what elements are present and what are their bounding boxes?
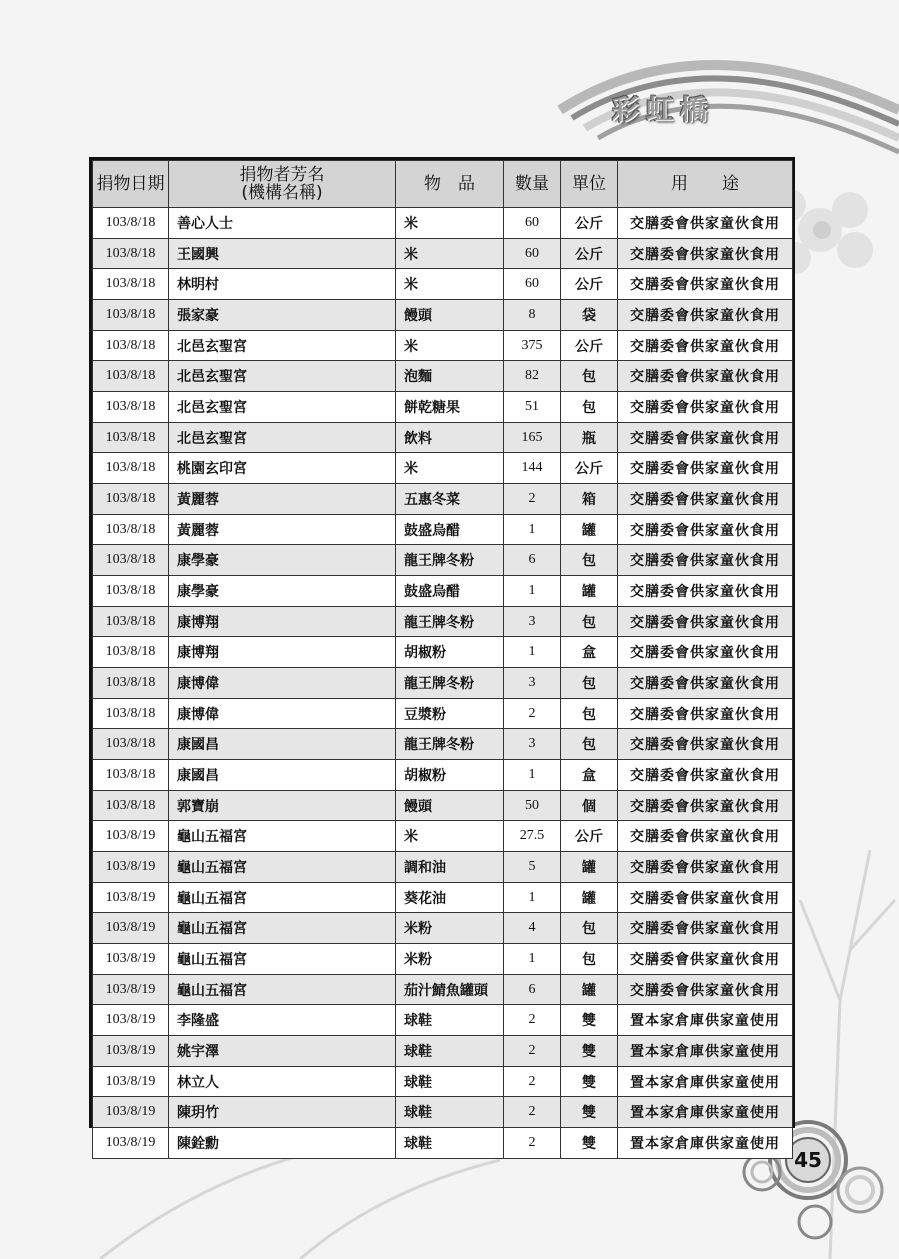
cell-qty: 2 [504, 1005, 561, 1036]
cell-donor: 林明村 [169, 269, 396, 300]
cell-item: 米 [396, 269, 504, 300]
cell-use: 交膳委會供家童伙食用 [618, 606, 793, 637]
cell-donor: 黃麗蓉 [169, 514, 396, 545]
cell-qty: 82 [504, 361, 561, 392]
cell-qty: 3 [504, 729, 561, 760]
cell-item: 調和油 [396, 852, 504, 883]
cell-qty: 1 [504, 576, 561, 607]
table-row [93, 1097, 793, 1128]
cell-qty: 8 [504, 300, 561, 331]
cell-item: 球鞋 [396, 1036, 504, 1067]
header-donor-line1: 捐物者芳名 [239, 165, 325, 185]
cell-date: 103/8/18 [93, 790, 169, 821]
cell-item: 米 [396, 208, 504, 239]
cell-donor: 北邑玄聖宮 [169, 361, 396, 392]
cell-item: 米粉 [396, 944, 504, 975]
cell-item: 米 [396, 238, 504, 269]
cell-item: 米 [396, 453, 504, 484]
cell-qty: 1 [504, 944, 561, 975]
table-row [93, 514, 793, 545]
cell-item: 龍王牌冬粉 [396, 606, 504, 637]
table-row [93, 913, 793, 944]
cell-donor: 北邑玄聖宮 [169, 422, 396, 453]
table-row [93, 606, 793, 637]
table-header-row [93, 161, 793, 208]
cell-donor: 林立人 [169, 1066, 396, 1097]
cell-item: 球鞋 [396, 1066, 504, 1097]
cell-unit: 包 [561, 729, 618, 760]
table-row [93, 790, 793, 821]
section-title: 彩虹橋 [612, 95, 714, 126]
cell-date: 103/8/18 [93, 668, 169, 699]
cell-unit: 罐 [561, 882, 618, 913]
table-row [93, 484, 793, 515]
header-qty: 數量 [504, 161, 561, 208]
cell-unit: 箱 [561, 484, 618, 515]
cell-date: 103/8/18 [93, 606, 169, 637]
cell-unit: 袋 [561, 300, 618, 331]
cell-unit: 雙 [561, 1066, 618, 1097]
cell-donor: 龜山五福宮 [169, 944, 396, 975]
table-row [93, 974, 793, 1005]
cell-date: 103/8/19 [93, 821, 169, 852]
cell-item: 饅頭 [396, 300, 504, 331]
cell-use: 交膳委會供家童伙食用 [618, 238, 793, 269]
cell-use: 交膳委會供家童伙食用 [618, 668, 793, 699]
cell-donor: 康國昌 [169, 760, 396, 791]
cell-item: 泡麵 [396, 361, 504, 392]
cell-qty: 1 [504, 514, 561, 545]
cell-qty: 6 [504, 545, 561, 576]
cell-use: 置本家倉庫供家童使用 [618, 1066, 793, 1097]
cell-item: 米 [396, 821, 504, 852]
cell-donor: 陳銓勳 [169, 1128, 396, 1159]
cell-donor: 北邑玄聖宮 [169, 392, 396, 423]
cell-item: 龍王牌冬粉 [396, 729, 504, 760]
table-body [93, 208, 793, 1159]
cell-use: 交膳委會供家童伙食用 [618, 300, 793, 331]
cell-donor: 黃麗蓉 [169, 484, 396, 515]
table-row [93, 1005, 793, 1036]
cell-date: 103/8/18 [93, 760, 169, 791]
table-row [93, 698, 793, 729]
cell-item: 球鞋 [396, 1005, 504, 1036]
cell-qty: 51 [504, 392, 561, 423]
cell-item: 鼓盛烏醋 [396, 514, 504, 545]
cell-donor: 郭寶崩 [169, 790, 396, 821]
cell-use: 交膳委會供家童伙食用 [618, 729, 793, 760]
table-row [93, 1066, 793, 1097]
cell-item: 豆漿粉 [396, 698, 504, 729]
cell-donor: 善心人士 [169, 208, 396, 239]
cell-item: 龍王牌冬粉 [396, 545, 504, 576]
cell-unit: 雙 [561, 1036, 618, 1067]
cell-item: 饅頭 [396, 790, 504, 821]
cell-date: 103/8/19 [93, 852, 169, 883]
cell-donor: 陳玥竹 [169, 1097, 396, 1128]
cell-qty: 50 [504, 790, 561, 821]
table-row [93, 545, 793, 576]
cell-donor: 康學豪 [169, 545, 396, 576]
cell-qty: 2 [504, 1128, 561, 1159]
cell-use: 置本家倉庫供家童使用 [618, 1128, 793, 1159]
cell-use: 交膳委會供家童伙食用 [618, 637, 793, 668]
cell-qty: 375 [504, 330, 561, 361]
cell-qty: 4 [504, 913, 561, 944]
cell-donor: 康博翔 [169, 606, 396, 637]
table-row [93, 1036, 793, 1067]
cell-item: 鼓盛烏醋 [396, 576, 504, 607]
cell-date: 103/8/18 [93, 576, 169, 607]
cell-date: 103/8/18 [93, 514, 169, 545]
cell-item: 葵花油 [396, 882, 504, 913]
cell-use: 交膳委會供家童伙食用 [618, 882, 793, 913]
table-row [93, 453, 793, 484]
cell-use: 置本家倉庫供家童使用 [618, 1005, 793, 1036]
cell-unit: 雙 [561, 1097, 618, 1128]
cell-qty: 2 [504, 1097, 561, 1128]
cell-date: 103/8/19 [93, 1066, 169, 1097]
table-row [93, 668, 793, 699]
cell-donor: 康博偉 [169, 668, 396, 699]
cell-item: 胡椒粉 [396, 637, 504, 668]
cell-item: 米粉 [396, 913, 504, 944]
cell-unit: 公斤 [561, 269, 618, 300]
table-row [93, 760, 793, 791]
table-row [93, 852, 793, 883]
cell-unit: 包 [561, 668, 618, 699]
cell-unit: 個 [561, 790, 618, 821]
cell-donor: 李隆盛 [169, 1005, 396, 1036]
cell-use: 交膳委會供家童伙食用 [618, 208, 793, 239]
cell-qty: 2 [504, 1036, 561, 1067]
cell-qty: 5 [504, 852, 561, 883]
cell-unit: 雙 [561, 1128, 618, 1159]
table-row [93, 882, 793, 913]
cell-use: 交膳委會供家童伙食用 [618, 790, 793, 821]
cell-unit: 雙 [561, 1005, 618, 1036]
cell-item: 球鞋 [396, 1097, 504, 1128]
cell-item: 龍王牌冬粉 [396, 668, 504, 699]
cell-donor: 北邑玄聖宮 [169, 330, 396, 361]
cell-use: 置本家倉庫供家童使用 [618, 1097, 793, 1128]
cell-donor: 龜山五福宮 [169, 852, 396, 883]
table-row [93, 576, 793, 607]
cell-use: 交膳委會供家童伙食用 [618, 698, 793, 729]
donation-table-container [89, 157, 795, 1152]
cell-qty: 1 [504, 637, 561, 668]
cell-date: 103/8/18 [93, 729, 169, 760]
page-number: 45 [794, 1148, 822, 1172]
cell-unit: 盒 [561, 760, 618, 791]
cell-unit: 公斤 [561, 208, 618, 239]
table-row [93, 1128, 793, 1159]
cell-use: 交膳委會供家童伙食用 [618, 361, 793, 392]
cell-date: 103/8/18 [93, 392, 169, 423]
cell-use: 交膳委會供家童伙食用 [618, 852, 793, 883]
cell-qty: 165 [504, 422, 561, 453]
table-row [93, 392, 793, 423]
cell-donor: 康博翔 [169, 637, 396, 668]
cell-use: 交膳委會供家童伙食用 [618, 453, 793, 484]
header-use: 用 途 [618, 161, 793, 208]
cell-unit: 罐 [561, 852, 618, 883]
cell-use: 交膳委會供家童伙食用 [618, 484, 793, 515]
cell-use: 交膳委會供家童伙食用 [618, 514, 793, 545]
cell-date: 103/8/19 [93, 974, 169, 1005]
cell-item: 餅乾糖果 [396, 392, 504, 423]
cell-unit: 公斤 [561, 330, 618, 361]
header-date: 捐物日期 [93, 161, 169, 208]
cell-unit: 包 [561, 698, 618, 729]
table-row [93, 944, 793, 975]
cell-qty: 3 [504, 668, 561, 699]
table-row [93, 330, 793, 361]
cell-donor: 王國興 [169, 238, 396, 269]
cell-date: 103/8/19 [93, 1005, 169, 1036]
cell-date: 103/8/19 [93, 1036, 169, 1067]
table-row [93, 361, 793, 392]
cell-qty: 2 [504, 1066, 561, 1097]
cell-unit: 盒 [561, 637, 618, 668]
cell-date: 103/8/18 [93, 330, 169, 361]
cell-use: 交膳委會供家童伙食用 [618, 821, 793, 852]
cell-qty: 27.5 [504, 821, 561, 852]
cell-donor: 龜山五福宮 [169, 821, 396, 852]
cell-unit: 包 [561, 944, 618, 975]
cell-use: 交膳委會供家童伙食用 [618, 330, 793, 361]
cell-date: 103/8/18 [93, 269, 169, 300]
cell-date: 103/8/18 [93, 698, 169, 729]
header-unit: 單位 [561, 161, 618, 208]
cell-donor: 龜山五福宮 [169, 913, 396, 944]
cell-use: 交膳委會供家童伙食用 [618, 269, 793, 300]
table-row [93, 269, 793, 300]
cell-date: 103/8/19 [93, 882, 169, 913]
cell-use: 置本家倉庫供家童使用 [618, 1036, 793, 1067]
cell-donor: 龜山五福宮 [169, 974, 396, 1005]
cell-date: 103/8/18 [93, 422, 169, 453]
cell-date: 103/8/18 [93, 453, 169, 484]
cell-use: 交膳委會供家童伙食用 [618, 392, 793, 423]
cell-date: 103/8/18 [93, 484, 169, 515]
table-row [93, 208, 793, 239]
cell-date: 103/8/18 [93, 361, 169, 392]
cell-item: 飲料 [396, 422, 504, 453]
cell-qty: 60 [504, 269, 561, 300]
cell-qty: 1 [504, 882, 561, 913]
cell-unit: 罐 [561, 514, 618, 545]
cell-date: 103/8/18 [93, 545, 169, 576]
cell-date: 103/8/18 [93, 238, 169, 269]
cell-qty: 1 [504, 760, 561, 791]
cell-donor: 桃園玄印宮 [169, 453, 396, 484]
cell-item: 茄汁鯖魚罐頭 [396, 974, 504, 1005]
table-row [93, 821, 793, 852]
cell-use: 交膳委會供家童伙食用 [618, 944, 793, 975]
cell-donor: 龜山五福宮 [169, 882, 396, 913]
cell-use: 交膳委會供家童伙食用 [618, 422, 793, 453]
cell-date: 103/8/19 [93, 1097, 169, 1128]
table-row [93, 422, 793, 453]
cell-qty: 60 [504, 208, 561, 239]
cell-qty: 60 [504, 238, 561, 269]
cell-unit: 罐 [561, 974, 618, 1005]
cell-date: 103/8/18 [93, 300, 169, 331]
cell-unit: 包 [561, 913, 618, 944]
cell-date: 103/8/18 [93, 637, 169, 668]
cell-item: 球鞋 [396, 1128, 504, 1159]
cell-unit: 包 [561, 606, 618, 637]
cell-item: 胡椒粉 [396, 760, 504, 791]
cell-unit: 罐 [561, 576, 618, 607]
cell-unit: 包 [561, 545, 618, 576]
cell-use: 交膳委會供家童伙食用 [618, 913, 793, 944]
cell-qty: 3 [504, 606, 561, 637]
cell-use: 交膳委會供家童伙食用 [618, 974, 793, 1005]
cell-unit: 包 [561, 361, 618, 392]
header-item: 物 品 [396, 161, 504, 208]
cell-qty: 2 [504, 698, 561, 729]
cell-qty: 6 [504, 974, 561, 1005]
cell-date: 103/8/18 [93, 208, 169, 239]
table-row [93, 238, 793, 269]
header-donor-line2: (機構名稱) [241, 183, 323, 203]
header-donor [169, 161, 396, 208]
cell-unit: 瓶 [561, 422, 618, 453]
cell-unit: 公斤 [561, 821, 618, 852]
cell-item: 米 [396, 330, 504, 361]
cell-date: 103/8/19 [93, 913, 169, 944]
cell-qty: 144 [504, 453, 561, 484]
cell-donor: 張家豪 [169, 300, 396, 331]
cell-use: 交膳委會供家童伙食用 [618, 545, 793, 576]
cell-donor: 康博偉 [169, 698, 396, 729]
cell-use: 交膳委會供家童伙食用 [618, 760, 793, 791]
cell-unit: 公斤 [561, 453, 618, 484]
table-row [93, 637, 793, 668]
cell-item: 五惠冬菜 [396, 484, 504, 515]
cell-date: 103/8/19 [93, 1128, 169, 1159]
table-row [93, 729, 793, 760]
cell-qty: 2 [504, 484, 561, 515]
cell-donor: 康國昌 [169, 729, 396, 760]
cell-date: 103/8/19 [93, 944, 169, 975]
cell-use: 交膳委會供家童伙食用 [618, 576, 793, 607]
cell-unit: 公斤 [561, 238, 618, 269]
cell-donor: 康學豪 [169, 576, 396, 607]
table-row [93, 300, 793, 331]
donation-table [92, 160, 793, 1159]
cell-donor: 姚宇澤 [169, 1036, 396, 1067]
cell-unit: 包 [561, 392, 618, 423]
